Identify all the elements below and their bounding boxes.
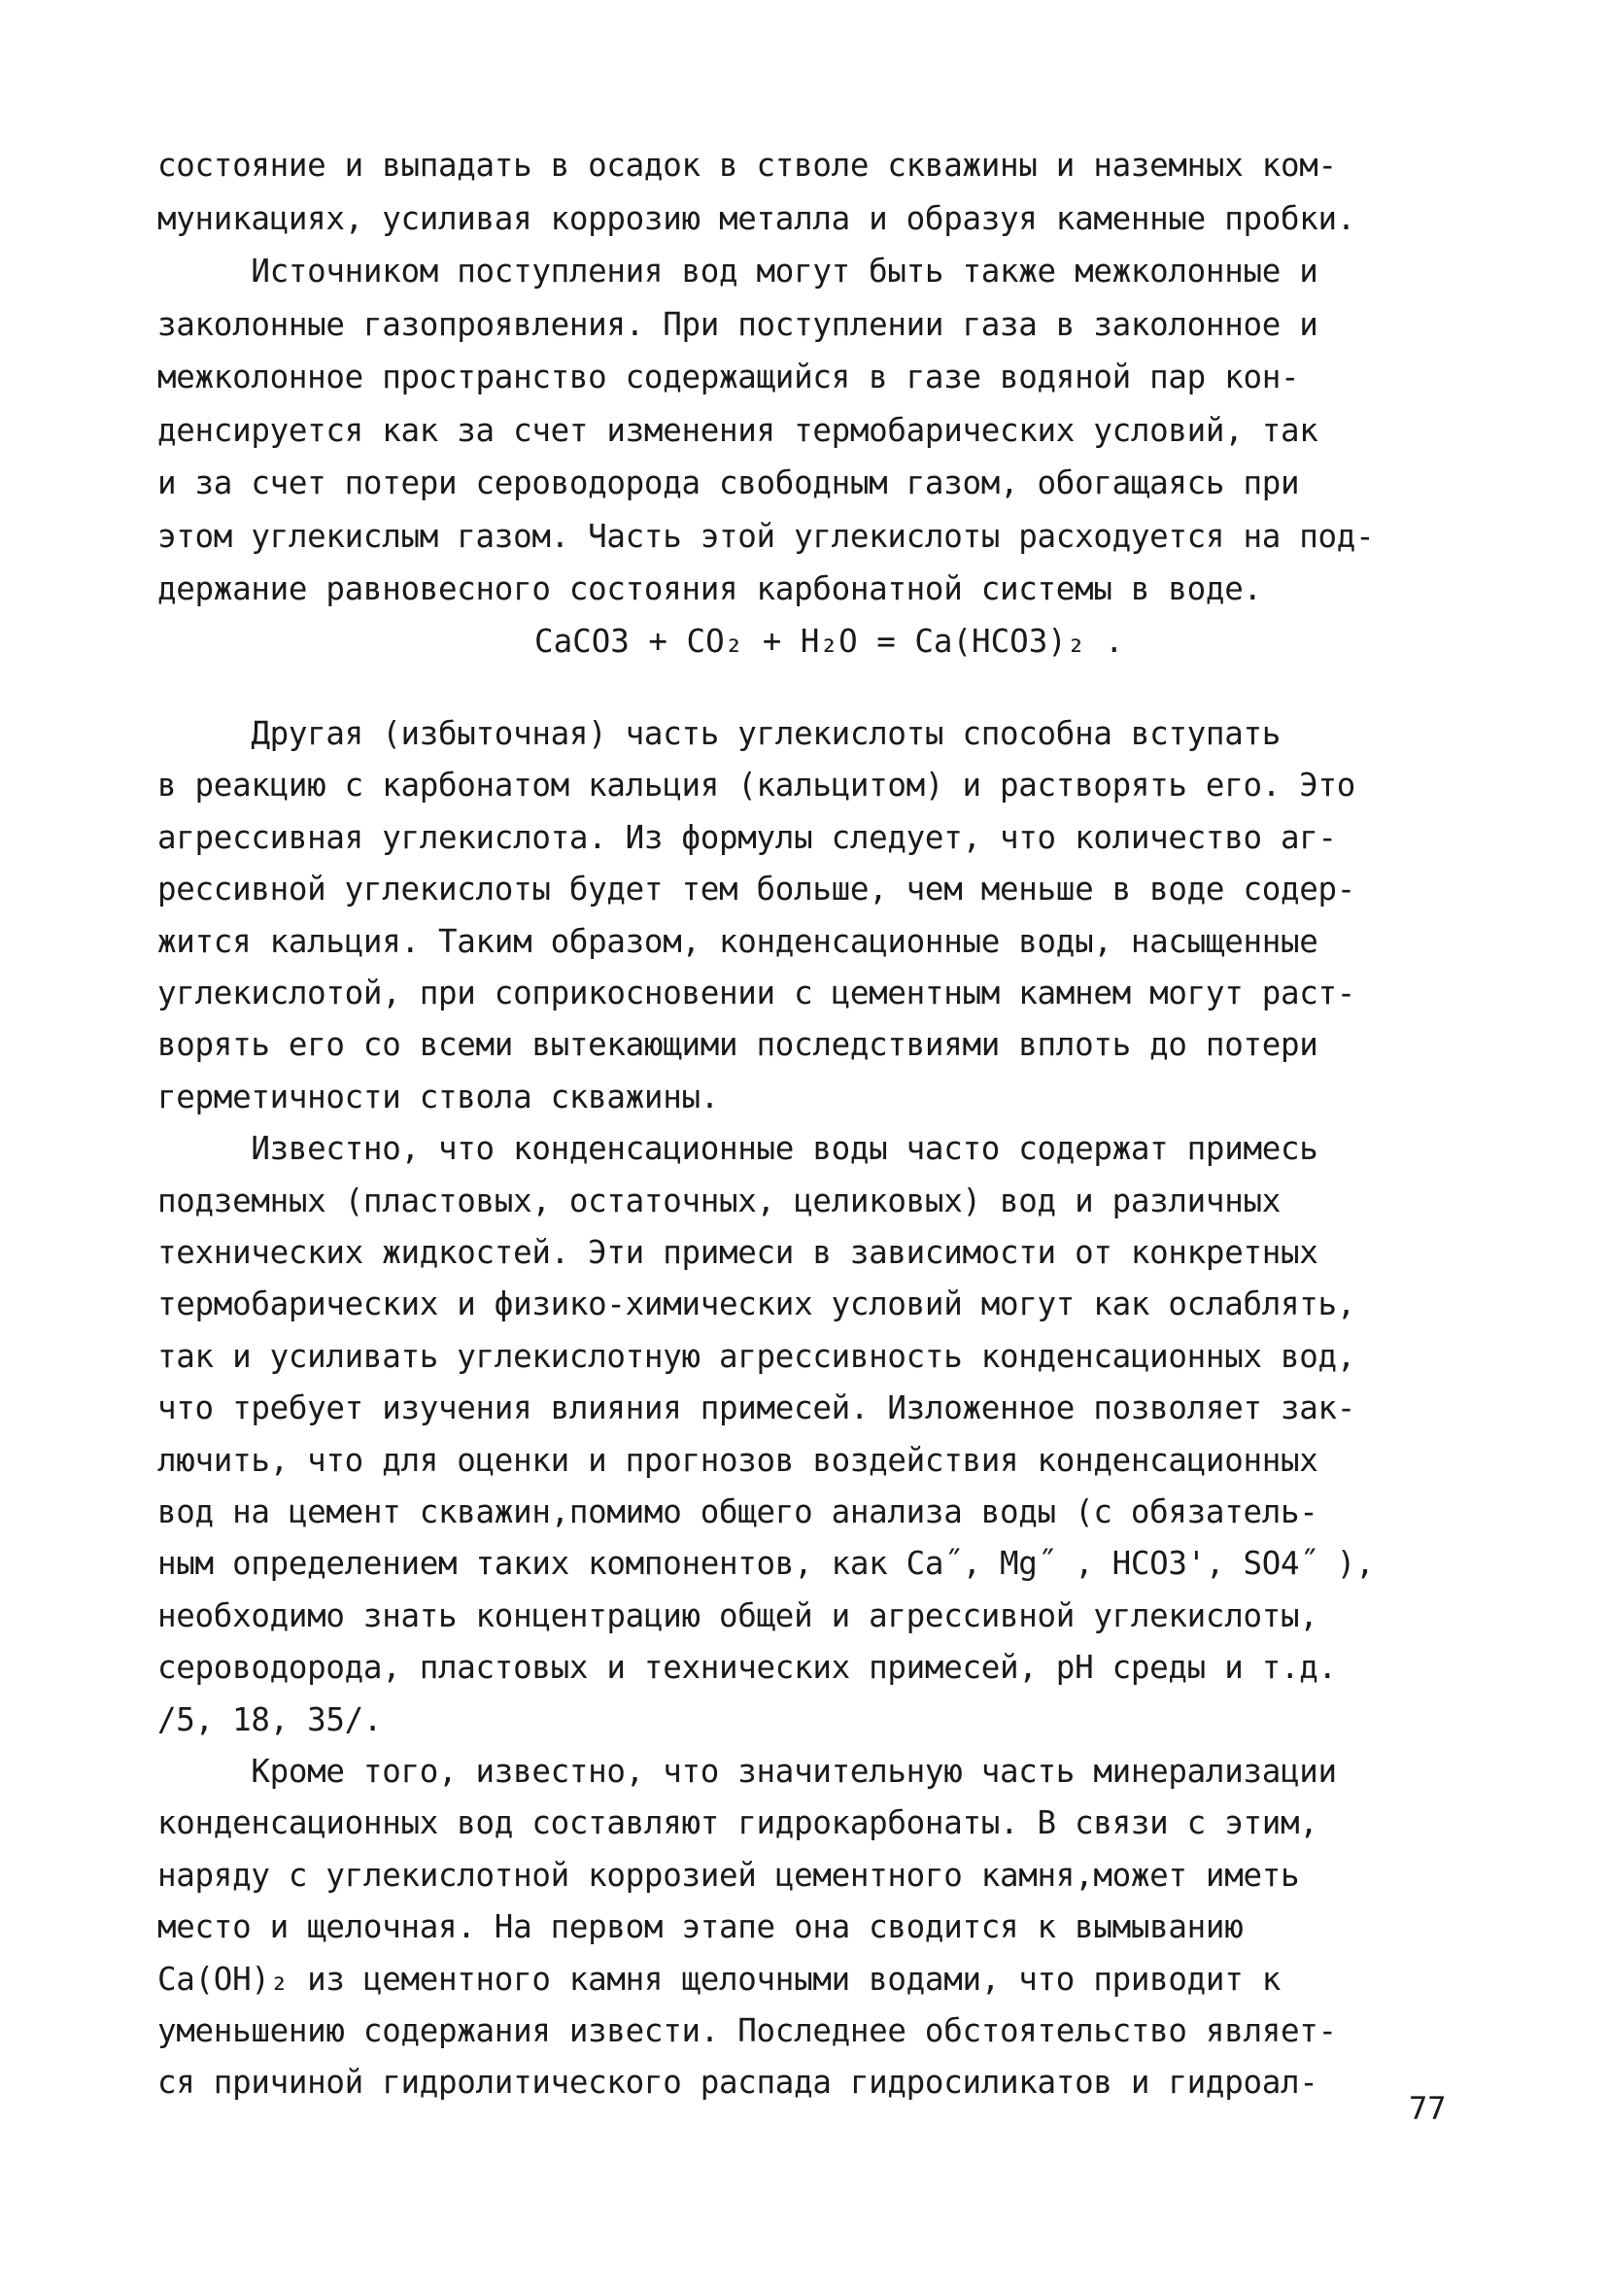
- text-line: рессивной углекислоты будет тем больше, чем меньше в воде содер-: [157, 871, 1356, 908]
- text-line: необходимо знать концентрацию общей и агрессивной углекислоты,: [157, 1596, 1318, 1634]
- text-line: муникациях, усиливая коррозию металла и образуя каменные пробки.: [157, 199, 1356, 237]
- text-line: уменьшению содержания извести. Последнее обстоятельство являет-: [157, 2012, 1337, 2049]
- text-line: Источником поступления вод могут быть также межколонные и: [157, 253, 1318, 290]
- text-line: Ca(OH)₂ из цементного камня щелочными водами, что приводит к: [157, 1960, 1281, 1998]
- text-line: заколонные газопроявления. При поступлении газа в заколонное и: [157, 305, 1318, 343]
- text-line: /5, 18, 35/.: [157, 1700, 383, 1738]
- text-line: в реакцию с карбонатом кальция (кальцитом) и растворять его. Это: [157, 767, 1356, 805]
- text-line: наряду с углекислотной коррозией цементного камня,может иметь: [157, 1856, 1300, 1894]
- text-line: место и щелочная. На первом этапе она сводится к вымыванию: [157, 1908, 1244, 1946]
- text-line: подземных (пластовых, остаточных, целиковых) вод и различных: [157, 1182, 1281, 1219]
- text-line: денсируется как за счет изменения термобарических условий, так: [157, 411, 1318, 449]
- chemical-formula: CaCO3 + CO₂ + H₂O = Ca(HCO3)₂ .: [534, 623, 1124, 660]
- text-line: термобарических и физико-химических условий могут как ослаблять,: [157, 1285, 1356, 1323]
- text-line: и за счет потери сероводорода свободным газом, обогащаясь при: [157, 464, 1300, 501]
- text-line: держание равновесного состояния карбонатной системы в воде.: [157, 570, 1262, 607]
- page-number: 77: [1409, 2090, 1447, 2127]
- text-line: этом углекислым газом. Часть этой углекислоты расходуется на под-: [157, 517, 1375, 555]
- text-line: ся причиной гидролитического распада гидросиликатов и гидроал-: [157, 2064, 1318, 2102]
- text-line: межколонное пространство содержащийся в газе водяной пар кон-: [157, 359, 1300, 395]
- text-line: агрессивная углекислота. Из формулы следует, что количество аг-: [157, 818, 1337, 856]
- text-line: так и усиливать углекислотную агрессивность конденсационных вод,: [157, 1337, 1356, 1375]
- text-line: ворять его со всеми вытекающими последствиями вплоть до потери: [157, 1026, 1318, 1064]
- text-line: технических жидкостей. Эти примеси в зависимости от конкретных: [157, 1234, 1318, 1271]
- text-line: Другая (избыточная) часть углекислоты способна вступать: [157, 715, 1281, 752]
- text-line: вод на цемент скважин,помимо общего анализа воды (с обязатель-: [157, 1493, 1318, 1530]
- text-line: что требует изучения влияния примесей. Изложенное позволяет зак-: [157, 1389, 1356, 1427]
- text-line: жится кальция. Таким образом, конденсационные воды, насыщенные: [157, 922, 1318, 960]
- text-line: герметичности ствола скважины.: [157, 1078, 719, 1115]
- text-line: Кроме того, известно, что значительную часть минерализации: [157, 1753, 1337, 1790]
- text-line: лючить, что для оценки и прогнозов воздействия конденсационных: [157, 1441, 1318, 1479]
- text-line: состояние и выпадать в осадок в стволе скважины и наземных ком-: [157, 147, 1337, 184]
- text-line: Известно, что конденсационные воды часто содержат примесь: [157, 1130, 1318, 1168]
- text-line: углекислотой, при соприкосновении с цементным камнем могут раст-: [157, 975, 1356, 1011]
- text-line: ным определением таких компонентов, как Ca˝, Mg˝ , HCO3', SO4˝ ),: [157, 1545, 1375, 1583]
- text-line: конденсационных вод составляют гидрокарбонаты. В связи с этим,: [157, 1804, 1318, 1842]
- text-line: сероводорода, пластовых и технических примесей, pH среды и т.д.: [157, 1649, 1337, 1687]
